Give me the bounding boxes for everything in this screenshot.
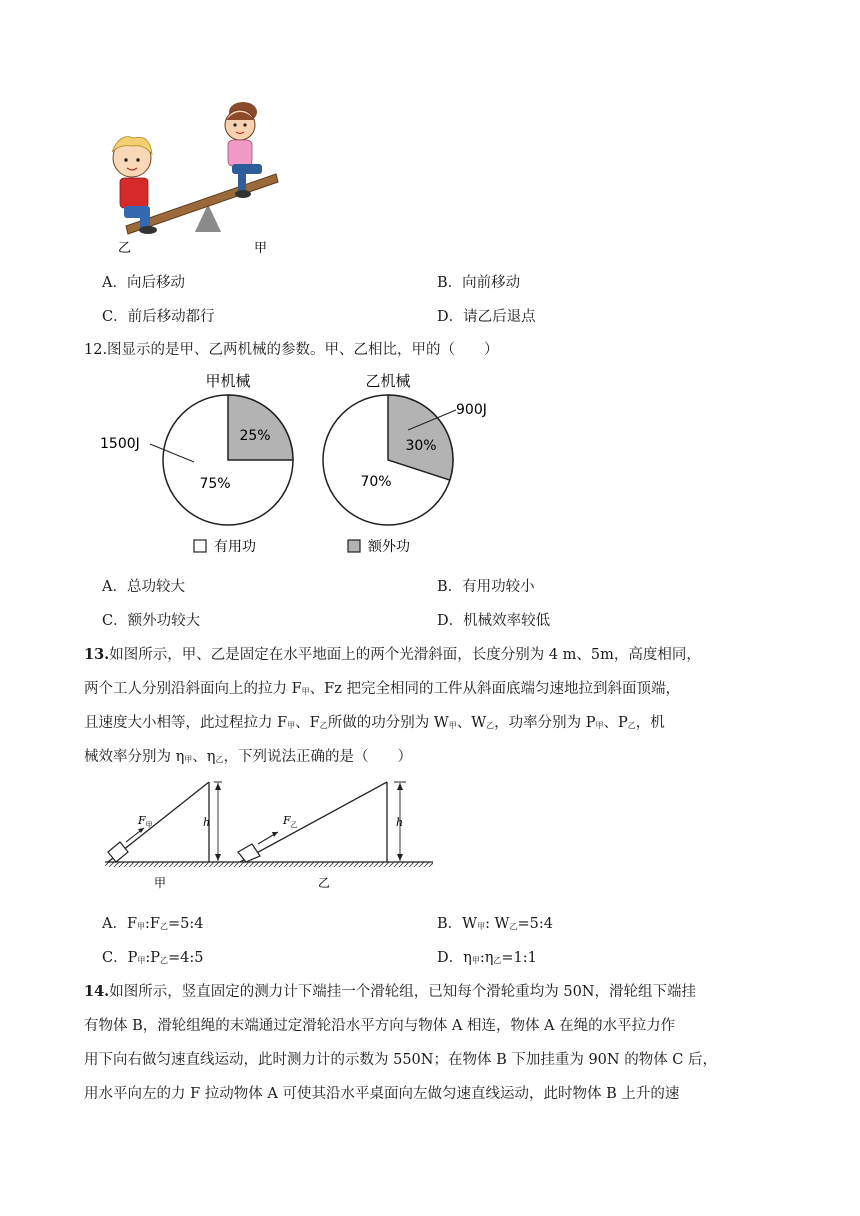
pie1-title: 甲机械 xyxy=(205,372,251,390)
q13-b-post: =5:4 xyxy=(517,916,553,932)
q12-option-b[interactable]: B．有用功较小 xyxy=(437,579,535,595)
q13-text-3f: 、P xyxy=(603,715,628,731)
sub-jia: 甲 xyxy=(448,721,457,730)
q14-line-3: 用下向右做匀速直线运动，此时测力计的示数为 550N；在物体 B 下加挂重为 90N 的物体 C 后， xyxy=(84,1052,718,1068)
sub-yi: 乙 xyxy=(493,956,502,965)
sub-yi: 乙 xyxy=(215,755,224,764)
q14-line-1 xyxy=(84,980,696,1001)
q13-c-pre: C．P xyxy=(102,950,138,966)
seesaw-label-right: 甲 xyxy=(254,241,268,256)
q11-option-a[interactable]: A．向后移动 xyxy=(102,275,185,291)
ground-hatch xyxy=(105,862,433,867)
seesaw-label-left: 乙 xyxy=(118,241,132,256)
q13-b-mid: : W xyxy=(485,916,510,932)
sub-jia: 甲 xyxy=(137,922,146,931)
q13-text-1: 如图所示，甲、乙是固定在水平地面上的两个光滑斜面，长度分别为 4 m、5m，高度相同， xyxy=(109,647,701,663)
pie2-extra-label: 30% xyxy=(405,438,437,454)
height-jia-arrowhead-top xyxy=(215,783,221,790)
sub-yi: 乙 xyxy=(627,721,636,730)
q11-option-b[interactable]: B．向前移动 xyxy=(437,275,521,291)
sub-jia: 甲 xyxy=(184,755,193,764)
q13-option-d[interactable] xyxy=(437,946,537,967)
sub-jia: 甲 xyxy=(471,956,480,965)
q13-a-pre: A．F xyxy=(102,916,138,932)
q12-option-c[interactable]: C．额外功较大 xyxy=(102,613,201,629)
q13-d-pre: D．η xyxy=(437,950,472,966)
q13-text-3c: 所做的功分别为 W xyxy=(327,715,449,731)
legend-extra-label: 额外功 xyxy=(368,539,410,555)
q13-c-post: =4:5 xyxy=(168,950,204,966)
sub-yi: 乙 xyxy=(509,922,518,931)
sub-jia: 甲 xyxy=(301,687,310,696)
legend-useful-swatch xyxy=(194,540,206,552)
q13-number: 13. xyxy=(84,646,110,663)
q14-text-1: 如图所示，竖直固定的测力计下端挂一个滑轮组，已知每个滑轮重均为 50N，滑轮组下端挂 xyxy=(109,984,696,1000)
pie1-annotation: 1500J xyxy=(100,436,140,452)
q13-text-4a: 械效率分别为 η xyxy=(84,749,185,765)
q13-option-c[interactable] xyxy=(102,946,204,967)
pie2-annotation: 900J xyxy=(456,402,487,418)
q13-text-4c: ，下列说法正确的是（ ） xyxy=(223,749,412,765)
pie1-extra-label: 25% xyxy=(239,428,271,444)
height-jia-label: h xyxy=(203,816,211,829)
sub-yi: 乙 xyxy=(486,721,495,730)
force-jia-label: $F_甲$ xyxy=(138,814,153,829)
pie1-useful-label: 75% xyxy=(199,476,231,492)
q13-text-2b: 、Fz 把完全相同的工件从斜面底端匀速地拉到斜面顶端， xyxy=(309,681,680,697)
q13-line-2 xyxy=(84,677,680,698)
q12-stem: 12.图显示的是甲、乙两机械的参数。甲、乙相比，甲的（ ） xyxy=(84,342,499,358)
q13-line-1 xyxy=(84,643,701,664)
q13-c-mid: :P xyxy=(145,950,161,966)
q13-text-3d: 、W xyxy=(456,715,487,731)
height-yi-arrowhead-top xyxy=(397,783,403,790)
inclined-planes-figure xyxy=(100,776,440,894)
pie2-title: 乙机械 xyxy=(365,372,411,390)
incline-label-yi: 乙 xyxy=(318,876,331,890)
q13-d-post: =1:1 xyxy=(501,950,537,966)
q13-text-3b: 、F xyxy=(295,715,320,731)
q13-option-b[interactable] xyxy=(437,912,553,933)
block-yi xyxy=(238,844,260,862)
q12-option-a[interactable]: A．总功较大 xyxy=(102,579,185,595)
height-yi-label: h xyxy=(396,816,404,829)
q12-option-d[interactable]: D．机械效率较低 xyxy=(437,613,551,629)
q13-line-4 xyxy=(84,745,412,766)
incline-label-jia: 甲 xyxy=(154,876,167,890)
sub-yi: 乙 xyxy=(319,721,328,730)
legend-extra-swatch xyxy=(348,540,360,552)
q12-pie-charts xyxy=(90,364,510,564)
q13-text-3a: 且速度大小相等，此过程拉力 F xyxy=(84,715,288,731)
q14-line-4: 用水平向左的力 F 拉动物体 A 可使其沿水平桌面向左做匀速直线运动，此时物体 B 上升的速 xyxy=(84,1086,680,1102)
height-yi-arrowhead-bottom xyxy=(397,854,403,861)
seesaw-figure xyxy=(100,92,300,262)
q13-a-mid: :F xyxy=(145,916,160,932)
q13-line-3 xyxy=(84,711,665,732)
q14-number: 14. xyxy=(84,983,110,1000)
legend-useful-label: 有用功 xyxy=(214,539,256,555)
sub-yi: 乙 xyxy=(160,922,168,931)
sub-jia: 甲 xyxy=(287,721,296,730)
height-jia-arrowhead-bottom xyxy=(215,854,221,861)
sub-jia: 甲 xyxy=(477,922,486,931)
q13-text-3e: ，功率分别为 P xyxy=(494,715,596,731)
q13-text-2: 两个工人分别沿斜面向上的拉力 F xyxy=(84,681,302,697)
pie2-useful-label: 70% xyxy=(360,474,392,490)
q13-text-3g: ，机 xyxy=(635,715,665,731)
q14-line-2: 有物体 B，滑轮组绳的末端通过定滑轮沿水平方向与物体 A 相连，物体 A 在绳的水平拉力作 xyxy=(84,1018,676,1034)
q11-option-d[interactable]: D．请乙后退点 xyxy=(437,309,536,325)
q13-text-4b: 、η xyxy=(192,749,216,765)
q13-a-post: =5:4 xyxy=(168,916,204,932)
incline-yi-slope xyxy=(240,782,387,862)
q11-option-c[interactable]: C．前后移动都行 xyxy=(102,309,215,325)
sub-jia: 甲 xyxy=(595,721,604,730)
sub-jia: 甲 xyxy=(137,956,146,965)
q13-b-pre: B．W xyxy=(437,916,478,932)
q13-d-mid: :η xyxy=(479,950,494,966)
sub-yi: 乙 xyxy=(160,956,169,965)
force-yi-label: $F_乙$ xyxy=(283,814,298,829)
q13-option-a[interactable] xyxy=(102,912,204,933)
